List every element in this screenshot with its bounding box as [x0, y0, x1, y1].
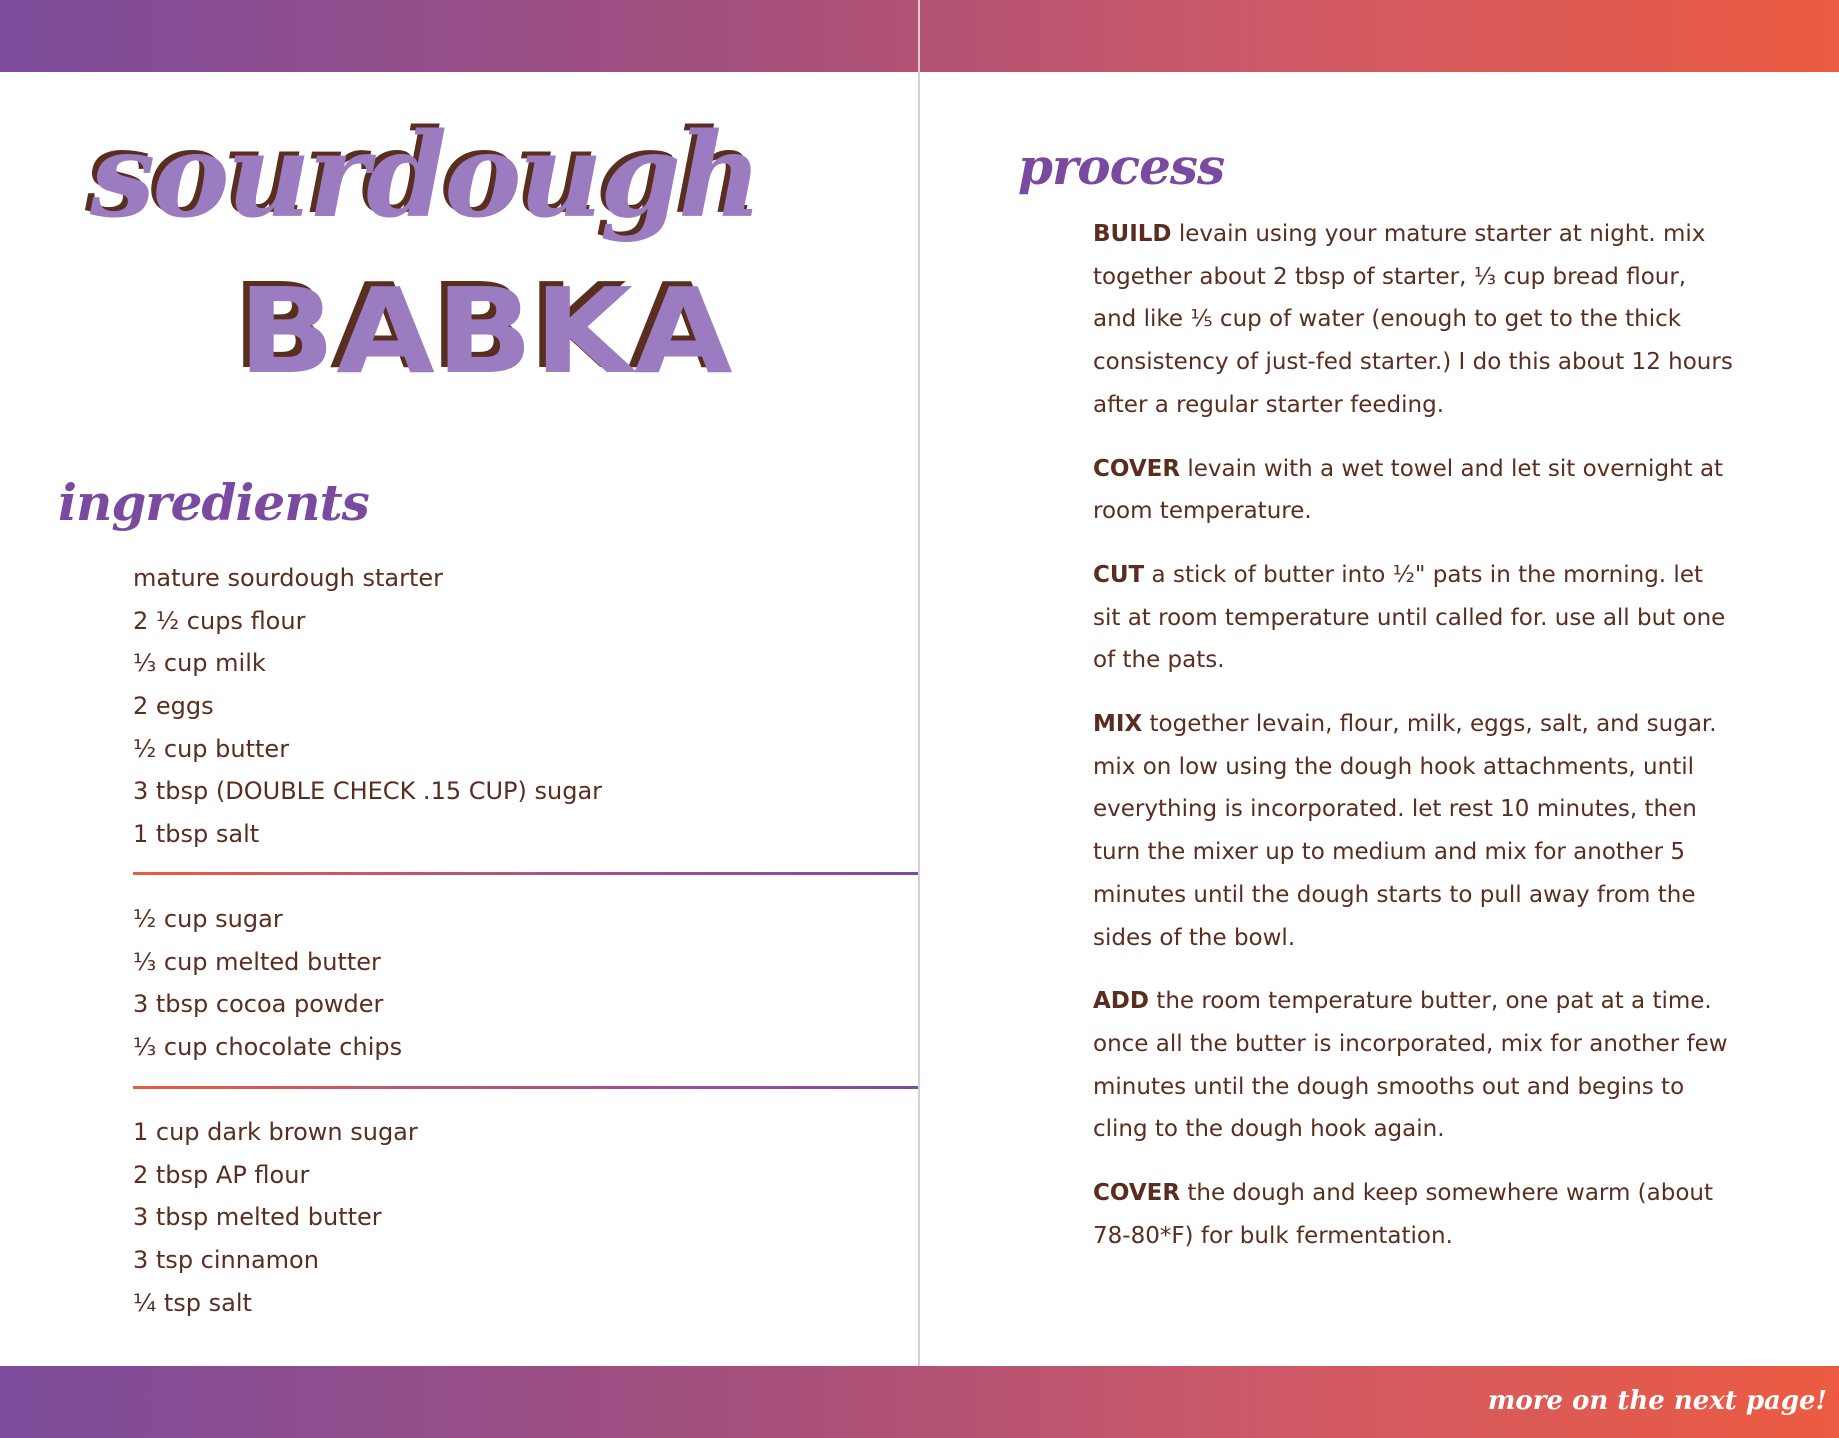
step-verb: COVER — [1093, 1180, 1181, 1207]
process-step — [1093, 448, 1733, 533]
step-text: a stick of butter into ½" pats in the morning. let sit at room temperature until called for. use all but one of the pats. — [1093, 561, 1726, 674]
process-step — [1093, 1172, 1733, 1257]
step-text: the dough and keep somewhere warm (about 78-80*F) for bulk fermentation. — [1093, 1180, 1714, 1249]
ingredient-item: ⅓ cup melted butter — [133, 947, 381, 976]
ingredient-item: ⅓ cup chocolate chips — [133, 1033, 403, 1062]
ingredient-item: 3 tbsp (DOUBLE CHECK .15 CUP) sugar — [133, 777, 603, 806]
recipe-title — [90, 108, 810, 418]
step-text: the room temperature butter, one pat at a time. once all the butter is incorporated, mix for another few minutes until the dough smooths out and begins to cling to the dough hook again. — [1093, 988, 1728, 1143]
ingredient-divider — [133, 872, 918, 875]
ingredient-item: mature sourdough starter — [133, 564, 444, 592]
title-script-word: sourdough — [90, 108, 760, 244]
step-verb: BUILD — [1093, 221, 1172, 247]
step-verb: ADD — [1093, 988, 1149, 1015]
ingredient-item: 3 tsp cinnamon — [133, 1246, 319, 1275]
process-step — [1093, 980, 1733, 1151]
ingredient-group-dough — [133, 557, 602, 856]
ingredient-item: 2 tbsp AP flour — [133, 1160, 310, 1189]
ingredient-item: 3 tbsp melted butter — [133, 1203, 382, 1232]
next-page-note: more on the next page! — [1487, 1386, 1827, 1416]
ingredient-item: ½ cup sugar — [133, 905, 283, 933]
ingredients-heading: ingredients — [58, 473, 369, 532]
ingredient-item: ½ cup butter — [133, 734, 290, 763]
ingredient-group-chocolate — [133, 898, 402, 1069]
ingredient-divider — [133, 1086, 918, 1089]
process-step — [1093, 703, 1733, 959]
step-text: levain with a wet towel and let sit overnight at room temperature. — [1093, 455, 1724, 525]
step-verb: COVER — [1093, 455, 1181, 482]
ingredient-item: 3 tbsp cocoa powder — [133, 990, 384, 1019]
ingredient-item: ¼ tsp salt — [133, 1288, 252, 1317]
step-verb: CUT — [1093, 561, 1145, 588]
step-verb: MIX — [1093, 711, 1143, 738]
process-heading: process — [1018, 137, 1225, 196]
ingredient-item: 1 tbsp salt — [133, 820, 260, 849]
process-step — [1093, 554, 1733, 682]
step-text: levain using your mature starter at night. mix together about 2 tbsp of starter, ⅓ cup bread flour, and like ⅕ cup of water (enough to get to the thick consistency of just-fed starter.) I do this about 12 hours after a regular starter feeding. — [1093, 221, 1733, 418]
step-text: together levain, flour, milk, eggs, salt, and sugar. mix on low using the dough hook attachments, until everything is incorporated. let rest 10 minutes, then turn the mixer up to medium and mix for another 5 minutes until the dough starts to pull away from the sides of the bowl. — [1093, 711, 1717, 951]
ingredient-item: 2 ½ cups flour — [133, 606, 306, 635]
page-spine — [918, 0, 920, 1438]
title-block-word: BABKA — [238, 262, 734, 400]
ingredient-item: ⅓ cup milk — [133, 649, 266, 678]
ingredient-group-cinnamon — [133, 1111, 418, 1324]
process-steps — [1093, 213, 1733, 1278]
ingredient-item: 1 cup dark brown sugar — [133, 1118, 418, 1146]
process-step — [1093, 213, 1733, 427]
ingredient-item: 2 eggs — [133, 692, 214, 721]
